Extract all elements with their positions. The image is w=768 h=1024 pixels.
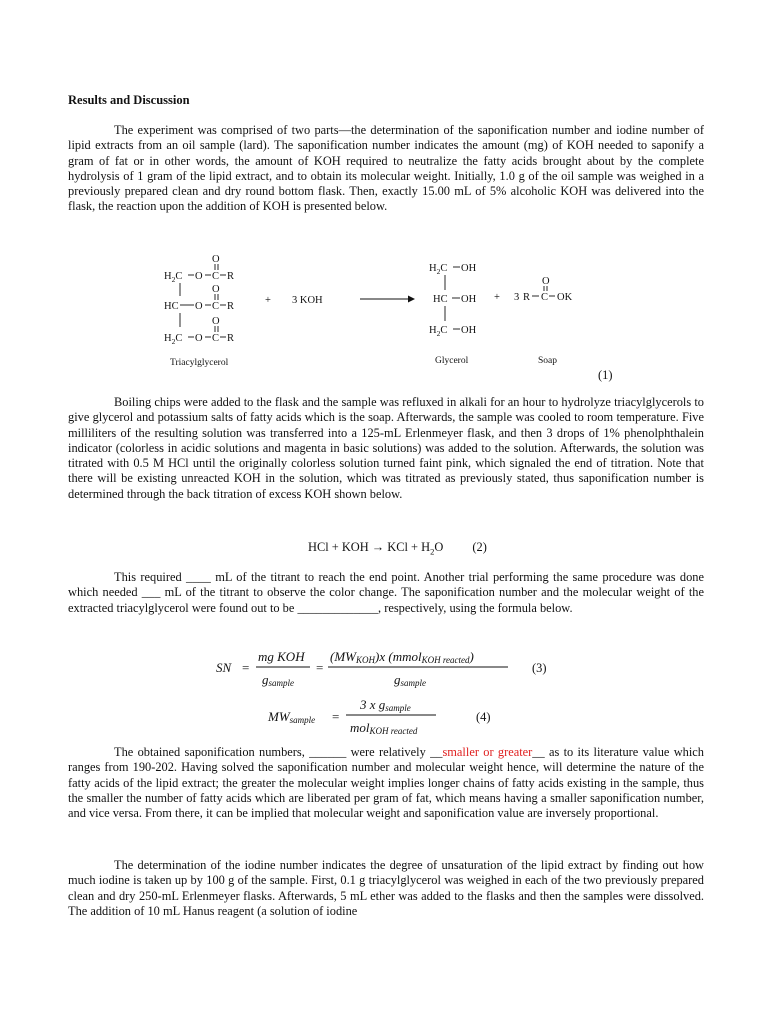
svg-text:C: C (212, 271, 220, 282)
equation-4-numerator: 3 x gsample (360, 697, 411, 713)
equation-2-left: HCl + KOH → KCl + H (308, 540, 431, 554)
svg-text:HC: HC (164, 301, 179, 312)
svg-text:H2C: $H_2C$ (429, 325, 448, 338)
svg-text:=: = (316, 660, 324, 675)
highlighted-red-text: smaller or greater (442, 745, 533, 759)
paragraph-saponification-comparison: The obtained saponification numbers, ______ were relatively __smaller or greater__ as to its literature value which ranges from 190-202. Having solved the saponification number and molecular weight hence, will determine the nature of the fatty acids of the lipid extract; the greater the molecular weight implies longer chains of fatty acids existing in the sample, thus the smaller the number of fatty acids which are liberated per gram of fat, which means having a smaller saponification number, and vice versa. From there, it can be implied that molecular weight and saponification value are inversely proportional. (68, 745, 704, 821)
svg-text:=: = (242, 660, 250, 675)
svg-text:3: 3 (514, 292, 520, 303)
svg-text:H2C: $H_2C$ (429, 263, 448, 276)
equation-2-subscript: 2 (430, 546, 435, 557)
svg-text:H2C: $H_2C$ (164, 271, 183, 284)
equation-4-lhs: MWsample (268, 709, 316, 725)
svg-text:C: C (541, 292, 549, 303)
svg-text:O: O (542, 276, 550, 287)
paragraph-iodine-number: The determination of the iodine number indicates the degree of unsaturation of the lipid extract by finding out how much iodine is taken up by 100 g of the sample. First, 0.1 g triacylglycerol was weighed in each of the two previously prepared clean and dry 250-mL Erlenmeyer flasks. Afterwards, 5 mL ether was added to the flasks and then the samples were dissolved. The addition of 10 mL Hanus reagent (a solution of iodine (68, 858, 704, 918)
svg-text:O: O (195, 301, 203, 312)
svg-text:H2C: $H_2C$ (164, 333, 183, 346)
paragraph-reflux: Boiling chips were added to the flask and the sample was refluxed in alkali for an hour to hydrolyze triacylglycerols to give glycerol and potassium salts of fatty acids which is the soap. Afterwards, the sample was cooled to room temperature. Five milliliters of the resulting solution was transferred into a 125-mL Erlenmeyer flask, and then 3 drops of 1% phenolphthalein indicator (colorless in acidic solutions and magenta in basic solutions) was added to the solution. Afterwards, the solution was titrated with 0.5 M HCl until the originally colorless solution turned faint pink, which signaled the end of titration. Note that there will be existing unreacted KOH in the solution, which was titrated as previously stated, thus saponification number is determined through the back titration of excess KOH shown below. (68, 395, 704, 501)
label-glycerol: Glycerol (435, 356, 469, 366)
svg-text:R: R (523, 292, 531, 303)
section-heading: Results and Discussion (68, 93, 190, 107)
svg-text:R: R (227, 271, 235, 282)
paragraph-titration-results: This required ____ mL of the titrant to reach the end point. Another trial performing the same procedure was done which needed ___ mL of the titrant to observe the color change. The saponification number and the molecular weight of the extracted triacylglycerol were found out to be _____________, respectively, using the formula below. (68, 570, 704, 615)
equation-2 (308, 540, 487, 556)
equation-4-denominator: molKOH reacted (350, 720, 418, 736)
svg-text:OH: OH (461, 294, 477, 305)
equation-number-3: (3) (532, 661, 547, 675)
svg-text:C: C (212, 301, 220, 312)
plus-sign-1: + (265, 295, 271, 306)
label-soap: Soap (538, 356, 557, 366)
equation-number-2: (2) (472, 540, 487, 554)
svg-text:O: O (212, 316, 220, 327)
svg-text:OH: OH (461, 325, 477, 336)
svg-text:OK: OK (557, 292, 573, 303)
equation-4 (264, 694, 514, 740)
equation-number-1: (1) (598, 368, 613, 382)
plus-sign-2: + (494, 292, 500, 303)
equation-2-right: O (434, 540, 444, 554)
svg-text:=: = (332, 709, 340, 724)
svg-text:O: O (195, 333, 203, 344)
label-triacylglycerol: Triacylglycerol (170, 358, 229, 368)
equation-3 (212, 642, 572, 690)
svg-text:HC: HC (433, 294, 448, 305)
svg-text:O: O (195, 271, 203, 282)
svg-text:R: R (227, 301, 235, 312)
koh-reactant: 3 KOH (292, 295, 323, 306)
equation-3-frac2-numerator: (MWKOH)x (mmolKOH reacted) (330, 649, 474, 665)
equation-number-4: (4) (476, 710, 491, 724)
svg-text:O: O (212, 284, 220, 295)
svg-text:C: C (212, 333, 220, 344)
glycerol-structure (429, 263, 477, 338)
triacylglycerol-structure (164, 254, 234, 346)
reaction-scheme (150, 250, 630, 390)
svg-text:O: O (212, 254, 220, 265)
paragraph-intro: The experiment was comprised of two parts—the determination of the saponification number and iodine number of lipid extracts from an oil sample (lard). The saponification number indicates the amount (mg) of KOH needed to saponify a gram of fat or in other words, the amount of KOH required to neutralize the fatty acids brought about by the complete hydrolysis of 1 gram of the lipid extract, and to obtain its molecular weight. Initially, 1.0 g of the oil sample was weighed in a previously prepared clean and dry round bottom flask. Then, exactly 15.00 mL of 5% alcoholic KOH was delivered into the flask, the reaction upon the addition of KOH is presented below. (68, 123, 704, 214)
reaction-arrow (360, 296, 415, 303)
equation-3-frac1-denominator: gsample (262, 672, 294, 688)
equation-3-frac1-numerator: mg KOH (258, 649, 305, 664)
svg-text:R: R (227, 333, 235, 344)
soap-structure (514, 276, 573, 303)
saponification-reaction-figure (150, 250, 630, 390)
equation-3-frac2-denominator: gsample (394, 672, 426, 688)
svg-text:OH: OH (461, 263, 477, 274)
equation-3-lhs: SN (216, 660, 232, 675)
